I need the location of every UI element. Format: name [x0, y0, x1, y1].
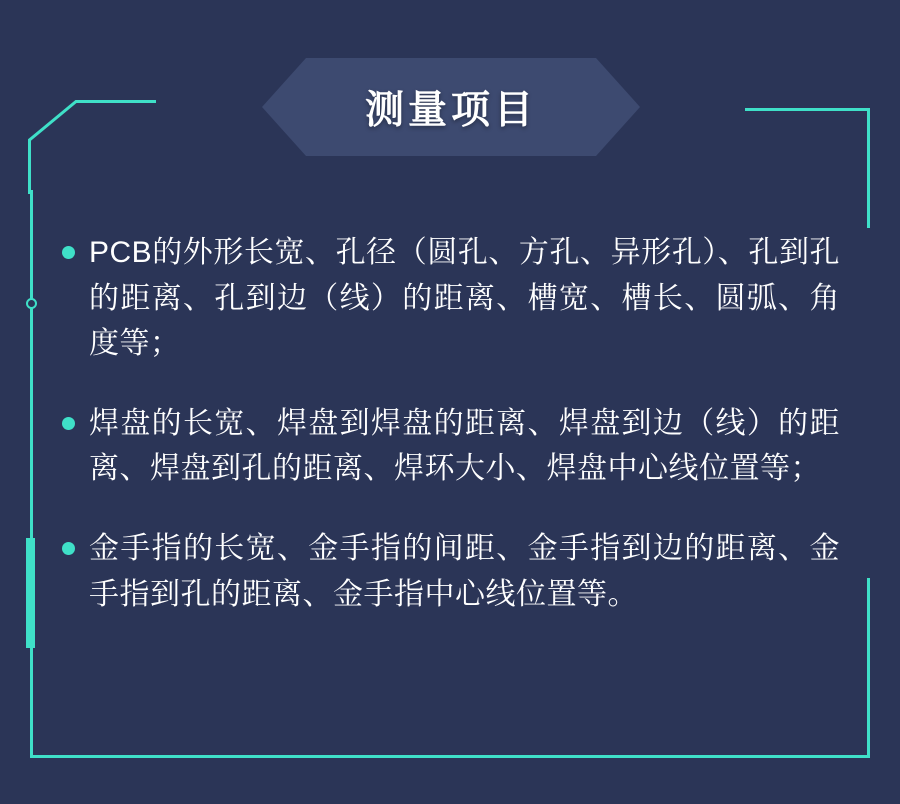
- bullet-dot-icon: [62, 246, 75, 259]
- frame-bottom-right-vertical: [867, 578, 870, 758]
- frame-top-right-horizontal: [745, 108, 870, 111]
- list-item: [62, 230, 840, 367]
- list-item-text: 焊盘的长宽、焊盘到焊盘的距离、焊盘到边（线）的距离、焊盘到孔的距离、焊环大小、焊盘中心线位置等；: [89, 406, 840, 486]
- bullet-dot-icon: [62, 417, 75, 430]
- bullet-list: [62, 230, 840, 617]
- frame-bottom-right-horizontal: [230, 755, 870, 758]
- frame-bottom-line: [30, 755, 350, 758]
- list-item: [62, 401, 840, 492]
- bullet-dot-icon: [62, 542, 75, 555]
- frame-bottom-left-vertical: [30, 688, 33, 758]
- frame-node-dot-icon: [26, 298, 37, 309]
- list-item-text: 金手指的长宽、金手指的间距、金手指到边的距离、金手指到孔的距离、金手指中心线位置等。: [89, 531, 840, 611]
- title-banner: [262, 58, 640, 156]
- list-item-text: PCB的外形长宽、孔径（圆孔、方孔、异形孔）、孔到孔的距离、孔到边（线）的距离、槽宽、槽长、圆弧、角度等；: [89, 236, 840, 361]
- corner-diagonal-icon: [28, 100, 158, 196]
- frame-tick-mark: [26, 538, 35, 648]
- frame-left-line: [30, 190, 33, 690]
- list-item: [62, 526, 840, 617]
- frame-top-right-vertical: [867, 108, 870, 228]
- page-title: 测量项目: [364, 89, 537, 132]
